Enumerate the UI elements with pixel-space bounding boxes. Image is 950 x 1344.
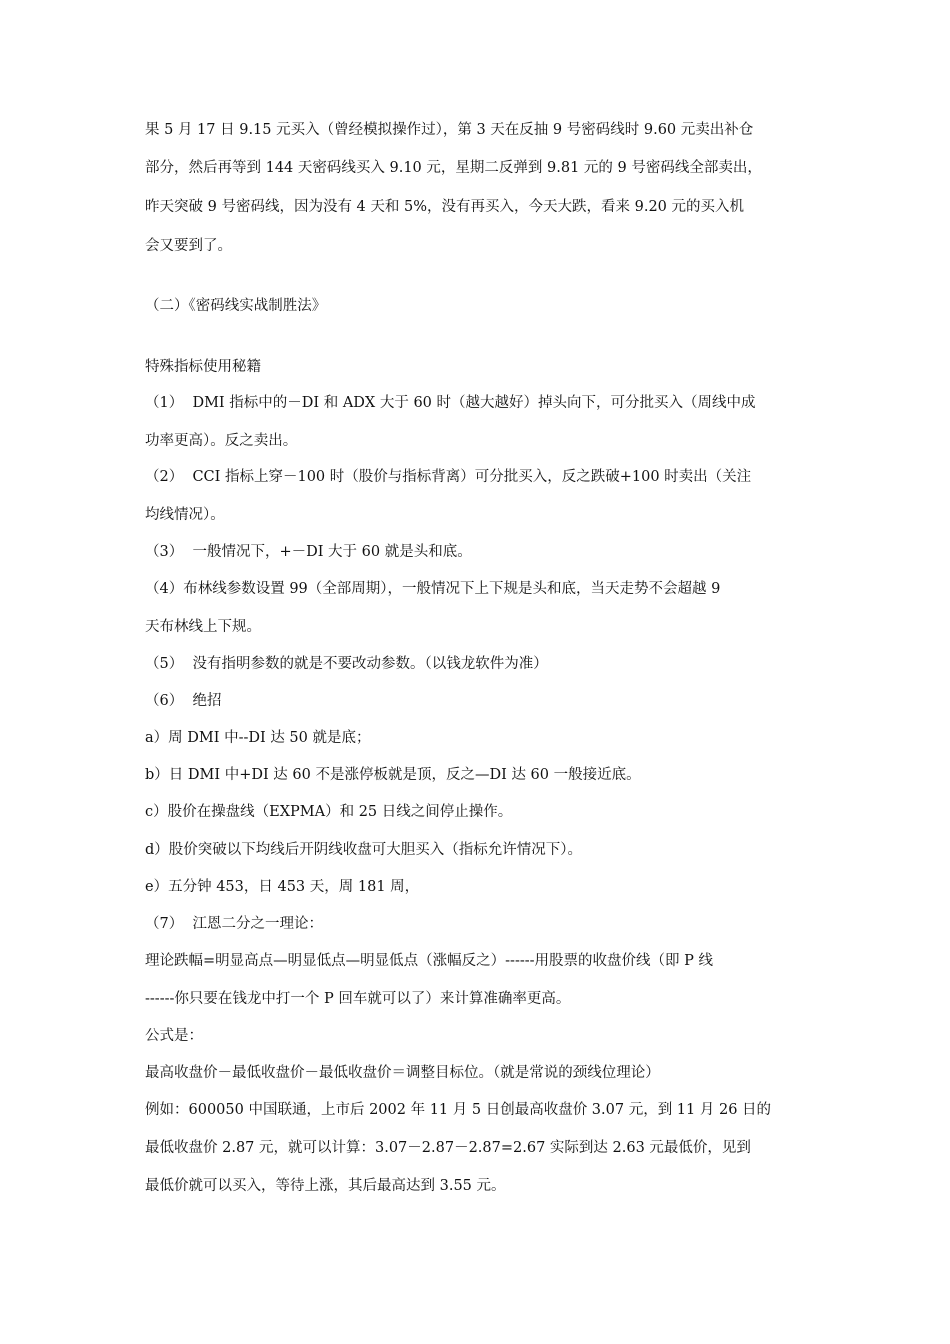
item-5: （5） 没有指明参数的就是不要改动参数。（以钱龙软件为准）	[145, 656, 548, 672]
item-3: （3） 一般情况下，+－DI 大于 60 就是头和底。	[145, 544, 472, 560]
item-4-line-2: 天布林线上下规。	[145, 619, 261, 635]
item-6-b: b）日 DMI 中+DI 达 60 不是涨停板就是顶，反之—DI 达 60 一般接近底。	[145, 767, 641, 783]
document-page	[145, 0, 810, 1344]
item-6-a: a）周 DMI 中--DI 达 50 就是底；	[145, 730, 371, 746]
item-4-line-1: （4）布林线参数设置 99（全部周期），一般情况下上下规是头和底，当天走势不会超越 9	[145, 581, 721, 597]
theory-line-1: 理论跌幅=明显高点—明显低点—明显低点（涨幅反之）------用股票的收盘价线（即 P 线	[145, 953, 714, 969]
example-line-3: 最低价就可以买入，等待上涨，其后最高达到 3.55 元。	[145, 1178, 506, 1194]
item-6-d: d）股价突破以下均线后开阴线收盘可大胆买入（指标允许情况下）。	[145, 842, 583, 858]
section-title: （二）《密码线实战制胜法》	[145, 298, 327, 314]
intro-line-1: 果 5 月 17 日 9.15 元买入（曾经模拟操作过），第 3 天在反抽 9 号密码线时 9.60 元卖出补仓	[145, 122, 754, 138]
item-1-line-1: （1） DMI 指标中的－DI 和 ADX 大于 60 时（越大越好）掉头向下，可分批买入（周线中成	[145, 395, 756, 411]
intro-line-3: 昨天突破 9 号密码线，因为没有 4 天和 5%，没有再买入，今天大跌，看来 9.20 元的买入机	[145, 199, 744, 215]
item-7-title: （7） 江恩二分之一理论：	[145, 916, 323, 932]
formula-text: 最高收盘价－最低收盘价－最低收盘价＝调整目标位。（就是常说的颈线位理论）	[145, 1065, 660, 1081]
example-line-2: 最低收盘价 2.87 元，就可以计算：3.07－2.87－2.87=2.67 实际到达 2.63 元最低价，见到	[145, 1140, 751, 1156]
theory-line-2: ------你只要在钱龙中打一个 P 回车就可以了）来计算准确率更高。	[145, 991, 571, 1007]
item-2-line-2: 均线情况）。	[145, 507, 225, 523]
item-6-c: c）股价在操盘线（EXPMA）和 25 日线之间停止操作。	[145, 804, 513, 820]
intro-line-4: 会又要到了。	[145, 238, 232, 254]
item-2-line-1: （2） CCI 指标上穿－100 时（股价与指标背离）可分批买入，反之跌破+100 时卖出（关注	[145, 469, 752, 485]
item-6-title: （6） 绝招	[145, 693, 222, 709]
formula-label: 公式是：	[145, 1028, 203, 1044]
example-line-1: 例如：600050 中国联通，上市后 2002 年 11 月 5 日创最高收盘价 3.07 元，到 11 月 26 日的	[145, 1102, 772, 1118]
intro-line-2: 部分，然后再等到 144 天密码线买入 9.10 元，星期二反弹到 9.81 元的 9 号密码线全部卖出，	[145, 160, 762, 176]
item-6-e: e）五分钟 453，日 453 天，周 181 周，	[145, 879, 420, 895]
item-1-line-2: 功率更高）。反之卖出。	[145, 433, 298, 449]
subsection-title: 特殊指标使用秘籍	[145, 359, 261, 375]
